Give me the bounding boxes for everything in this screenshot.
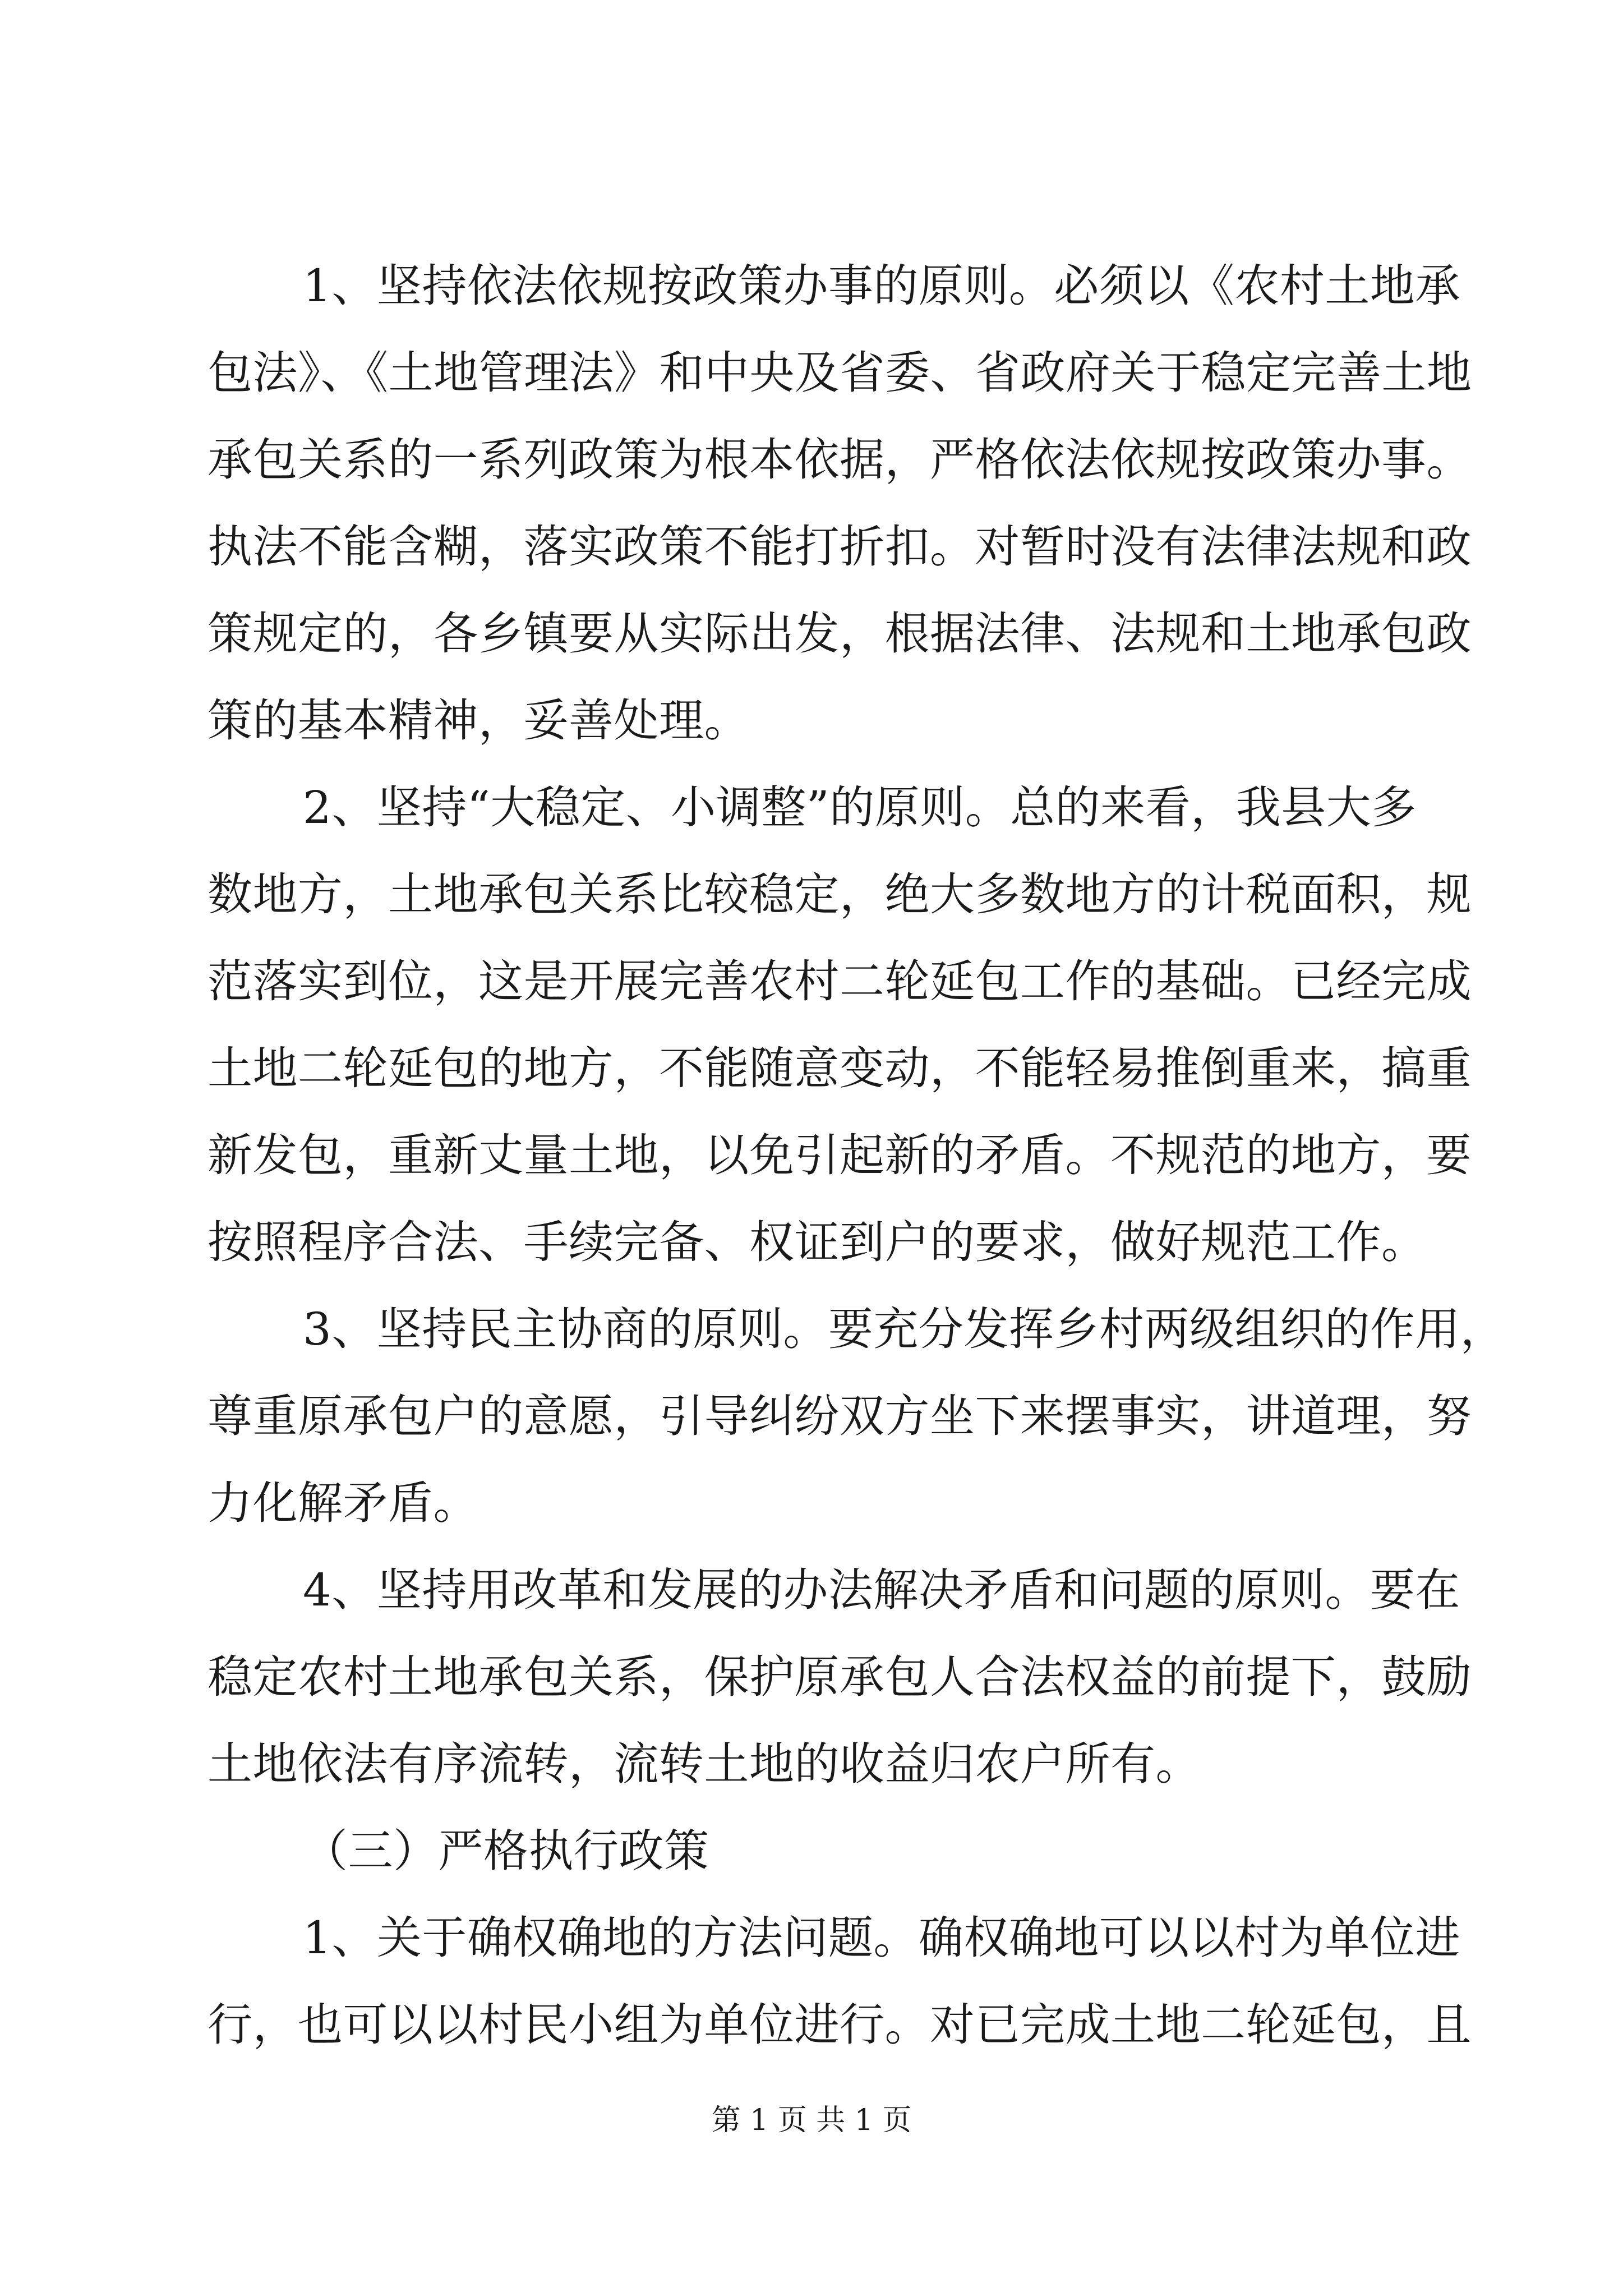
paragraph-line: 数地方，土地承包关系比较稳定，绝大多数地方的计税面积，规 [208, 868, 1472, 921]
paragraph-line: 3、坚持民主协商的原则。要充分发挥乡村两级组织的作用， [303, 1303, 1506, 1355]
page-footer: 第 1 页 共 1 页 [711, 2104, 912, 2137]
paragraph-line: 范落实到位，这是开展完善农村二轮延包工作的基础。已经完成 [208, 955, 1472, 1007]
paragraph-line: 策的基本精神，妥善处理。 [208, 694, 749, 747]
paragraph-line: 稳定农村土地承包关系，保护原承包人合法权益的前提下，鼓励 [208, 1651, 1472, 1703]
paragraph-line: 按照程序合法、手续完备、权证到户的要求，做好规范工作。 [208, 1216, 1427, 1268]
paragraph-line: 行，也可以以村民小组为单位进行。对已完成土地二轮延包，且 [208, 1999, 1472, 2051]
paragraph-line: 土地二轮延包的地方，不能随意变动，不能轻易推倒重来，搞重 [208, 1042, 1472, 1094]
section-heading: （三）严格执行政策 [303, 1825, 709, 1877]
paragraph-line: 4、坚持用改革和发展的办法解决矛盾和问题的原则。要在 [303, 1564, 1460, 1616]
paragraph-line: 策规定的，各乡镇要从实际出发，根据法律、法规和土地承包政 [208, 608, 1472, 660]
paragraph-line: 2、坚持“大稳定、小调整”的原则。总的来看，我县大多 [303, 781, 1417, 834]
paragraph-line: 力化解矛盾。 [208, 1477, 478, 1529]
paragraph-line: 1、关于确权确地的方法问题。确权确地可以以村为单位进 [303, 1912, 1460, 1964]
paragraph-line: 土地依法有序流转，流转土地的收益归农户所有。 [208, 1738, 1201, 1790]
paragraph-line: 包法》、《土地管理法》和中央及省委、省政府关于稳定完善土地 [208, 347, 1472, 399]
paragraph-line: 尊重原承包户的意愿，引导纠纷双方坐下来摆事实，讲道理，努 [208, 1390, 1472, 1442]
paragraph-line: 执法不能含糊，落实政策不能打折扣。对暂时没有法律法规和政 [208, 521, 1472, 573]
paragraph-line: 新发包，重新丈量土地，以免引起新的矛盾。不规范的地方，要 [208, 1129, 1472, 1181]
paragraph-line: 1、坚持依法依规按政策办事的原则。必须以《农村土地承 [303, 260, 1460, 312]
paragraph-line: 承包关系的一系列政策为根本依据，严格依法依规按政策办事。 [208, 434, 1472, 486]
